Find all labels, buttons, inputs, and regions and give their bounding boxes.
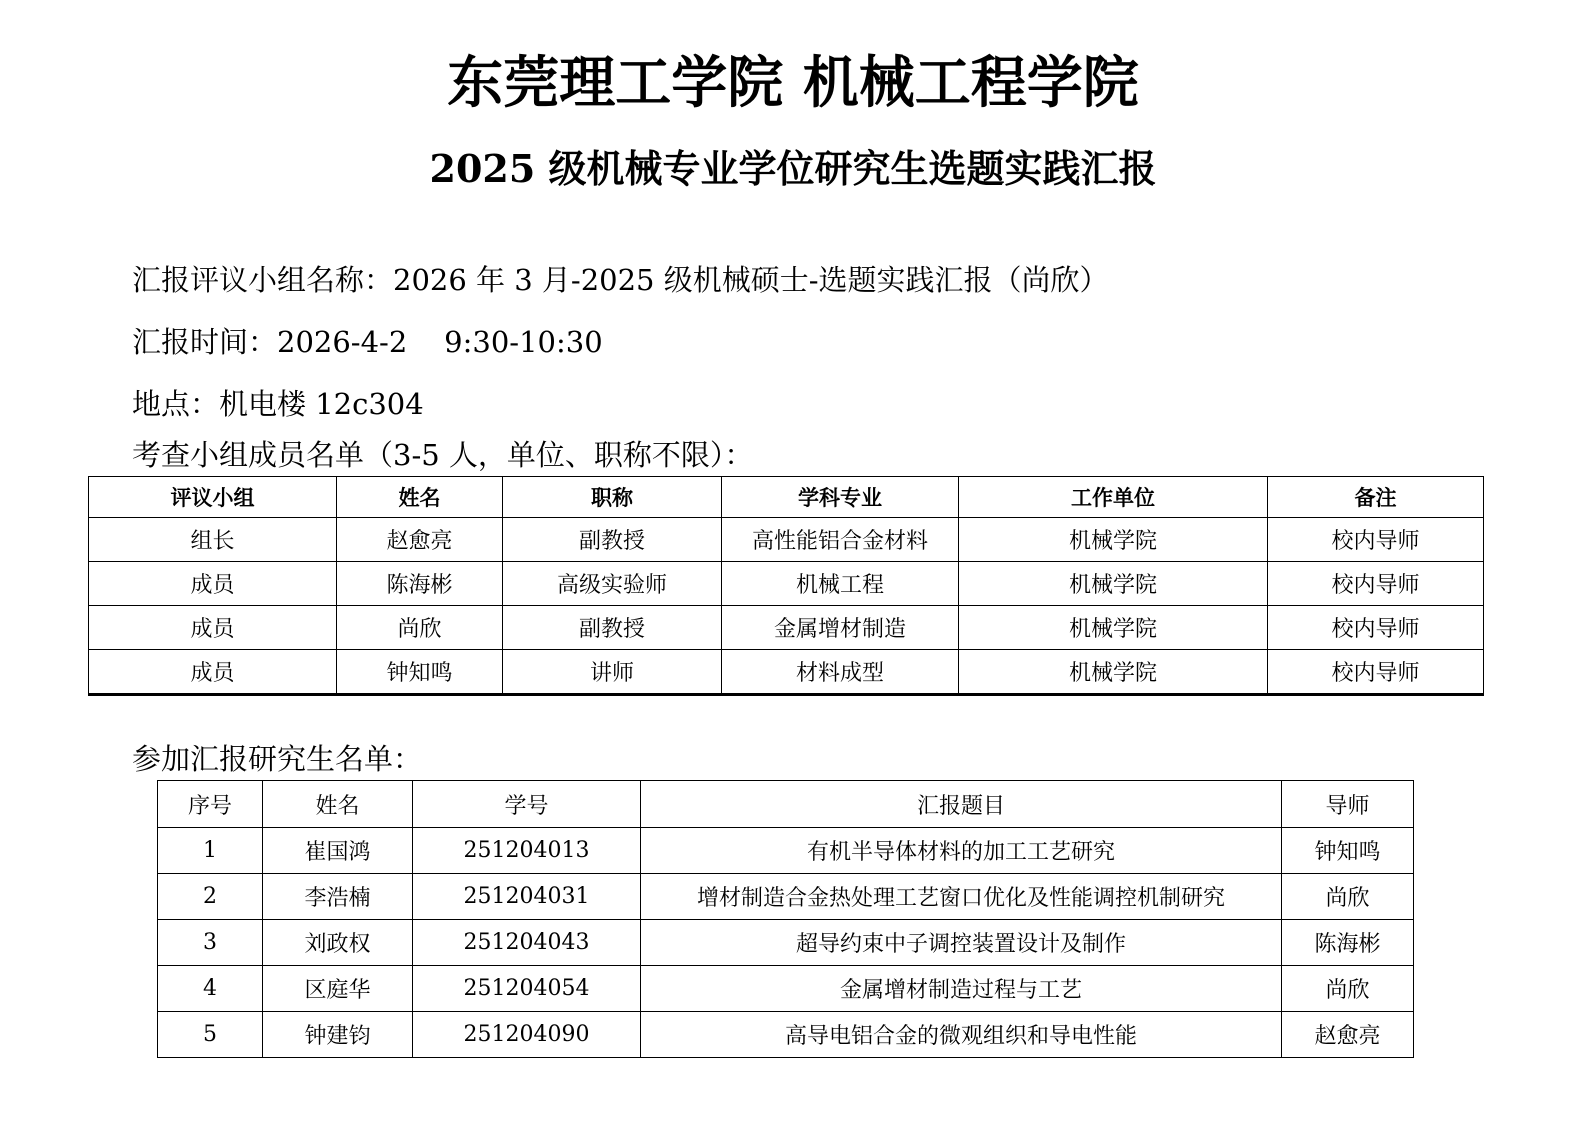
- panel-members-table: [88, 476, 1484, 696]
- cell-discipline: 金属增材制造: [722, 606, 959, 650]
- header-cell-discipline: 学科专业: [722, 477, 959, 518]
- cell-name: 刘政权: [263, 920, 413, 966]
- table-row: [158, 874, 1414, 920]
- cell-name: 钟建钧: [263, 1012, 413, 1058]
- cell-remarks: 校内导师: [1268, 518, 1484, 562]
- cell-name: 区庭华: [263, 966, 413, 1012]
- header-cell-remarks: 备注: [1268, 477, 1484, 518]
- cell-student-id: 251204054: [413, 966, 641, 1012]
- cell-topic: 有机半导体材料的加工工艺研究: [641, 828, 1282, 874]
- cell-index: 4: [158, 966, 263, 1012]
- students-table: [157, 780, 1414, 1058]
- cell-remarks: 校内导师: [1268, 606, 1484, 650]
- cell-role: 组长: [89, 518, 337, 562]
- students-heading: 参加汇报研究生名单：: [132, 742, 423, 776]
- cell-role: 成员: [89, 606, 337, 650]
- location-line: 地点：机电楼 12c304: [132, 387, 424, 421]
- cell-title: 高级实验师: [503, 562, 722, 606]
- cell-topic: 超导约束中子调控装置设计及制作: [641, 920, 1282, 966]
- cell-name: 崔国鸿: [263, 828, 413, 874]
- cell-topic: 增材制造合金热处理工艺窗口优化及性能调控机制研究: [641, 874, 1282, 920]
- cell-title: 副教授: [503, 606, 722, 650]
- cell-student-id: 251204090: [413, 1012, 641, 1058]
- table-row: [158, 920, 1414, 966]
- cell-advisor: 赵愈亮: [1282, 1012, 1414, 1058]
- document-subtitle: 2025 级机械专业学位研究生选题实践汇报: [429, 146, 1157, 191]
- cell-student-id: 251204013: [413, 828, 641, 874]
- cell-remarks: 校内导师: [1268, 650, 1484, 695]
- cell-role: 成员: [89, 562, 337, 606]
- cell-work-unit: 机械学院: [959, 606, 1268, 650]
- table-header-row: [89, 477, 1484, 518]
- cell-index: 1: [158, 828, 263, 874]
- cell-name: 赵愈亮: [337, 518, 503, 562]
- cell-name: 李浩楠: [263, 874, 413, 920]
- table-row: [158, 828, 1414, 874]
- cell-work-unit: 机械学院: [959, 518, 1268, 562]
- table-row: [158, 966, 1414, 1012]
- header-cell-topic: 汇报题目: [641, 781, 1282, 828]
- cell-advisor: 尚欣: [1282, 966, 1414, 1012]
- cell-name: 陈海彬: [337, 562, 503, 606]
- header-cell-work-unit: 工作单位: [959, 477, 1268, 518]
- cell-topic: 金属增材制造过程与工艺: [641, 966, 1282, 1012]
- cell-title: 副教授: [503, 518, 722, 562]
- cell-advisor: 尚欣: [1282, 874, 1414, 920]
- document-title: 东莞理工学院 机械工程学院: [447, 50, 1139, 116]
- cell-name: 钟知鸣: [337, 650, 503, 695]
- panel-name-line: 汇报评议小组名称：2026 年 3 月-2025 级机械硕士-选题实践汇报（尚欣）: [132, 263, 1109, 297]
- cell-index: 3: [158, 920, 263, 966]
- header-cell-name: 姓名: [263, 781, 413, 828]
- header-cell-title: 职称: [503, 477, 722, 518]
- cell-student-id: 251204043: [413, 920, 641, 966]
- cell-work-unit: 机械学院: [959, 650, 1268, 695]
- cell-title: 讲师: [503, 650, 722, 695]
- table-row: [89, 606, 1484, 650]
- table-row: [158, 1012, 1414, 1058]
- cell-discipline: 高性能铝合金材料: [722, 518, 959, 562]
- header-cell-name: 姓名: [337, 477, 503, 518]
- cell-student-id: 251204031: [413, 874, 641, 920]
- header-cell-panel: 评议小组: [89, 477, 337, 518]
- table-row: [89, 518, 1484, 562]
- table-row: [89, 562, 1484, 606]
- header-cell-student-id: 学号: [413, 781, 641, 828]
- cell-remarks: 校内导师: [1268, 562, 1484, 606]
- panel-members-heading: 考查小组成员名单（3-5 人，单位、职称不限）：: [132, 438, 754, 472]
- cell-index: 5: [158, 1012, 263, 1058]
- cell-advisor: 陈海彬: [1282, 920, 1414, 966]
- cell-work-unit: 机械学院: [959, 562, 1268, 606]
- header-cell-advisor: 导师: [1282, 781, 1414, 828]
- cell-topic: 高导电铝合金的微观组织和导电性能: [641, 1012, 1282, 1058]
- report-time-line: 汇报时间：2026-4-2 9:30-10:30: [132, 325, 603, 359]
- cell-name: 尚欣: [337, 606, 503, 650]
- cell-discipline: 材料成型: [722, 650, 959, 695]
- header-cell-index: 序号: [158, 781, 263, 828]
- table-row: [89, 650, 1484, 695]
- cell-advisor: 钟知鸣: [1282, 828, 1414, 874]
- cell-discipline: 机械工程: [722, 562, 959, 606]
- cell-role: 成员: [89, 650, 337, 695]
- table-header-row: [158, 781, 1414, 828]
- cell-index: 2: [158, 874, 263, 920]
